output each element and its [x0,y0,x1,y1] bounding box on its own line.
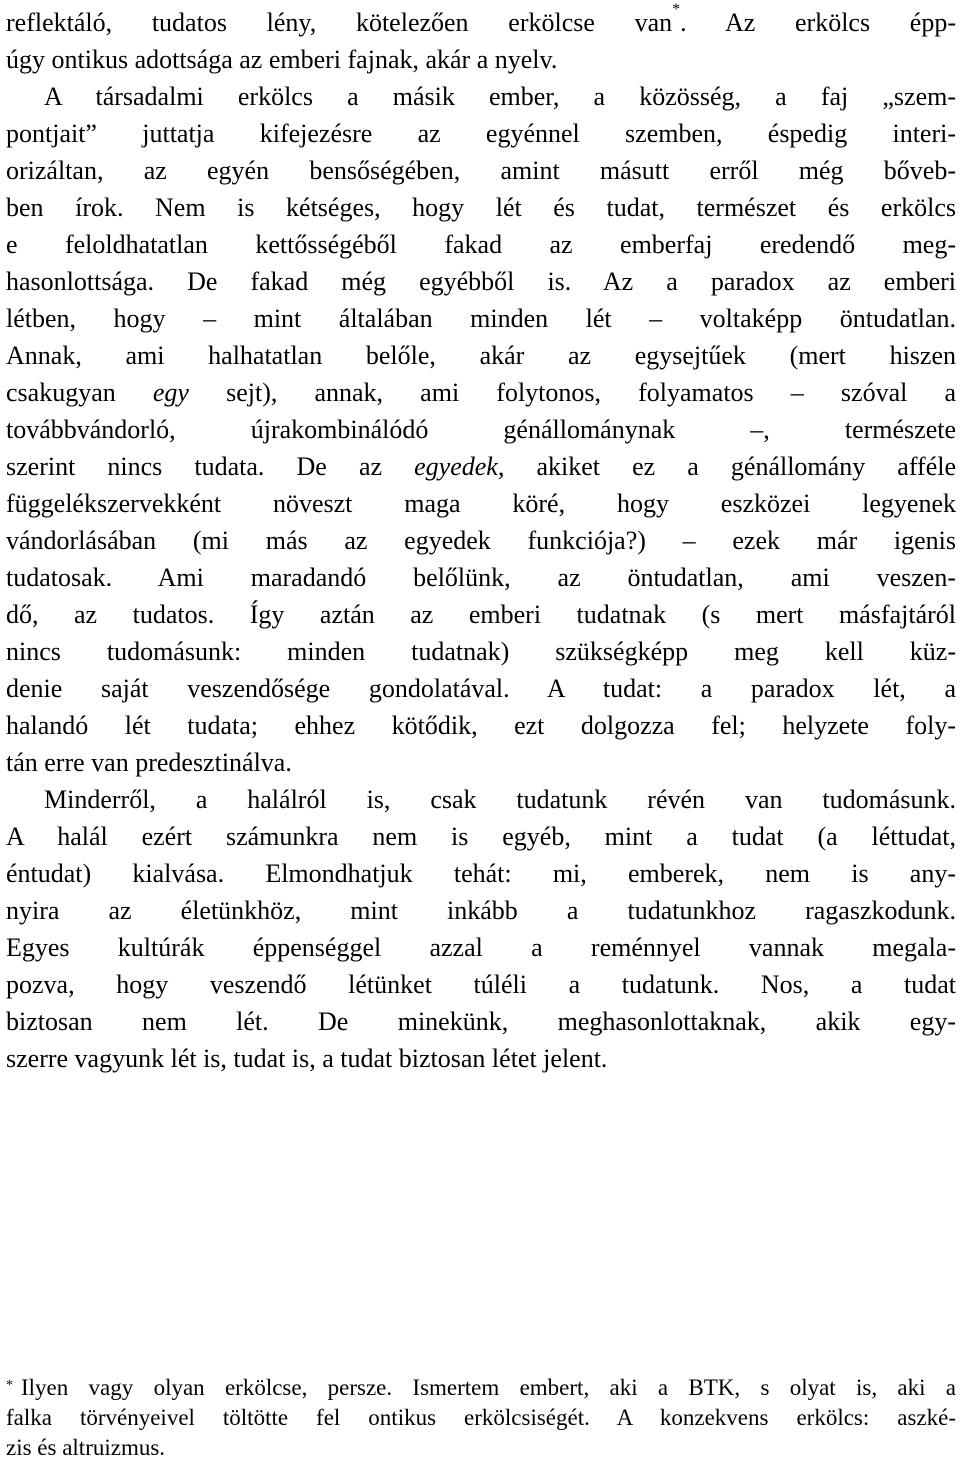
text-line-12: továbbvándorló, újrakombinálódó génállománynak –, természete [6,415,956,444]
text-line-3: A társadalmi erkölcs a másik ember, a közösség, a faj „szem- [44,82,956,111]
text-line-4: pontjait” juttatja kifejezésre az egyénnel szemben, éspedig interi- [6,119,956,148]
text-line-9: létben, hogy – mint általában minden lét – voltaképp öntudatlan. [6,304,956,333]
text-line-25: nyira az életünkhöz, mint inkább a tudatunkhoz ragaszkodunk. [6,896,956,925]
footnote-reference: * [672,1,681,18]
footnote [6,1373,956,1463]
text-line-6: ben írok. Nem is kétséges, hogy lét és tudat, természet és erkölcs [6,193,956,222]
text-line-8: hasonlottsága. De fakad még egyébből is. Az a paradox az emberi [6,267,956,296]
text-line-29: szerre vagyunk lét is, tudat is, a tudat biztosan létet jelent. [6,1044,608,1073]
text-line-24: éntudat) kialvása. Elmondhatjuk tehát: mi, emberek, nem is any- [6,859,956,888]
text-line-5: orizáltan, az egyén bensőségében, amint másutt erről még bőveb- [6,156,956,185]
text-line-28: biztosan nem lét. De minekünk, meghasonlottaknak, akik egy- [6,1007,956,1036]
text-line-14: függelékszervekként növeszt maga köré, hogy eszközei legyenek [6,489,956,518]
footnote-line-1: * Ilyen vagy olyan erkölcse, persze. Ismertem embert, aki a BTK, s olyat is, aki a [6,1375,956,1400]
text-line-15: vándorlásában (mi más az egyedek funkciója?) – ezek már igenis [6,526,956,555]
footnote-line-3: zis és altruizmus. [6,1435,166,1460]
text-line-7: e feloldhatatlan kettősségéből fakad az emberfaj eredendő meg- [6,230,956,259]
body-text [6,1,956,1077]
text-line-23: A halál ezért számunkra nem is egyéb, mint a tudat (a léttudat, [6,822,956,851]
text-line-21: tán erre van predesztinálva. [6,748,292,777]
text-line-2: úgy ontikus adottsága az emberi fajnak, akár a nyelv. [6,45,558,74]
text-line-16: tudatosak. Ami maradandó belőlünk, az öntudatlan, ami veszen- [6,563,956,592]
text-line-27: pozva, hogy veszendő létünket túléli a tudatunk. Nos, a tudat [6,970,956,999]
emphasis: egy [152,378,189,407]
text-line-19: denie saját veszendősége gondolatával. A tudat: a paradox lét, a [6,674,956,703]
emphasis: egyedek, [414,452,505,481]
text-line-18: nincs tudomásunk: minden tudatnak) szükségképp meg kell küz- [6,637,956,666]
footnote-mark: * [6,1378,13,1393]
text-line-20: halandó lét tudata; ehhez kötődik, ezt dolgozza fel; helyzete foly- [6,711,956,740]
text-line-11: csakugyan egy sejt), annak, ami folytonos, folyamatos – szóval a [6,378,956,407]
text-line-22: Minderről, a halálról is, csak tudatunk révén van tudomásunk. [44,785,956,814]
footnote-line-2: falka törvényeivel töltötte fel ontikus erkölcsiségét. A konzekvens erkölcs: aszké- [6,1405,956,1430]
text-line-26: Egyes kultúrák éppenséggel azzal a reménnyel vannak megala- [6,933,956,962]
text-line-13: szerint nincs tudata. De az egyedek, akiket ez a génállomány afféle [6,452,956,481]
text-line-17: dő, az tudatos. Így aztán az emberi tudatnak (s mert másfajtáról [6,600,956,629]
text-line-1: reflektáló, tudatos lény, kötelezően erkölcse van*. Az erkölcs épp- [6,1,956,37]
text-line-10: Annak, ami halhatatlan belőle, akár az egysejtűek (mert hiszen [6,341,956,370]
document-page [6,0,956,1466]
